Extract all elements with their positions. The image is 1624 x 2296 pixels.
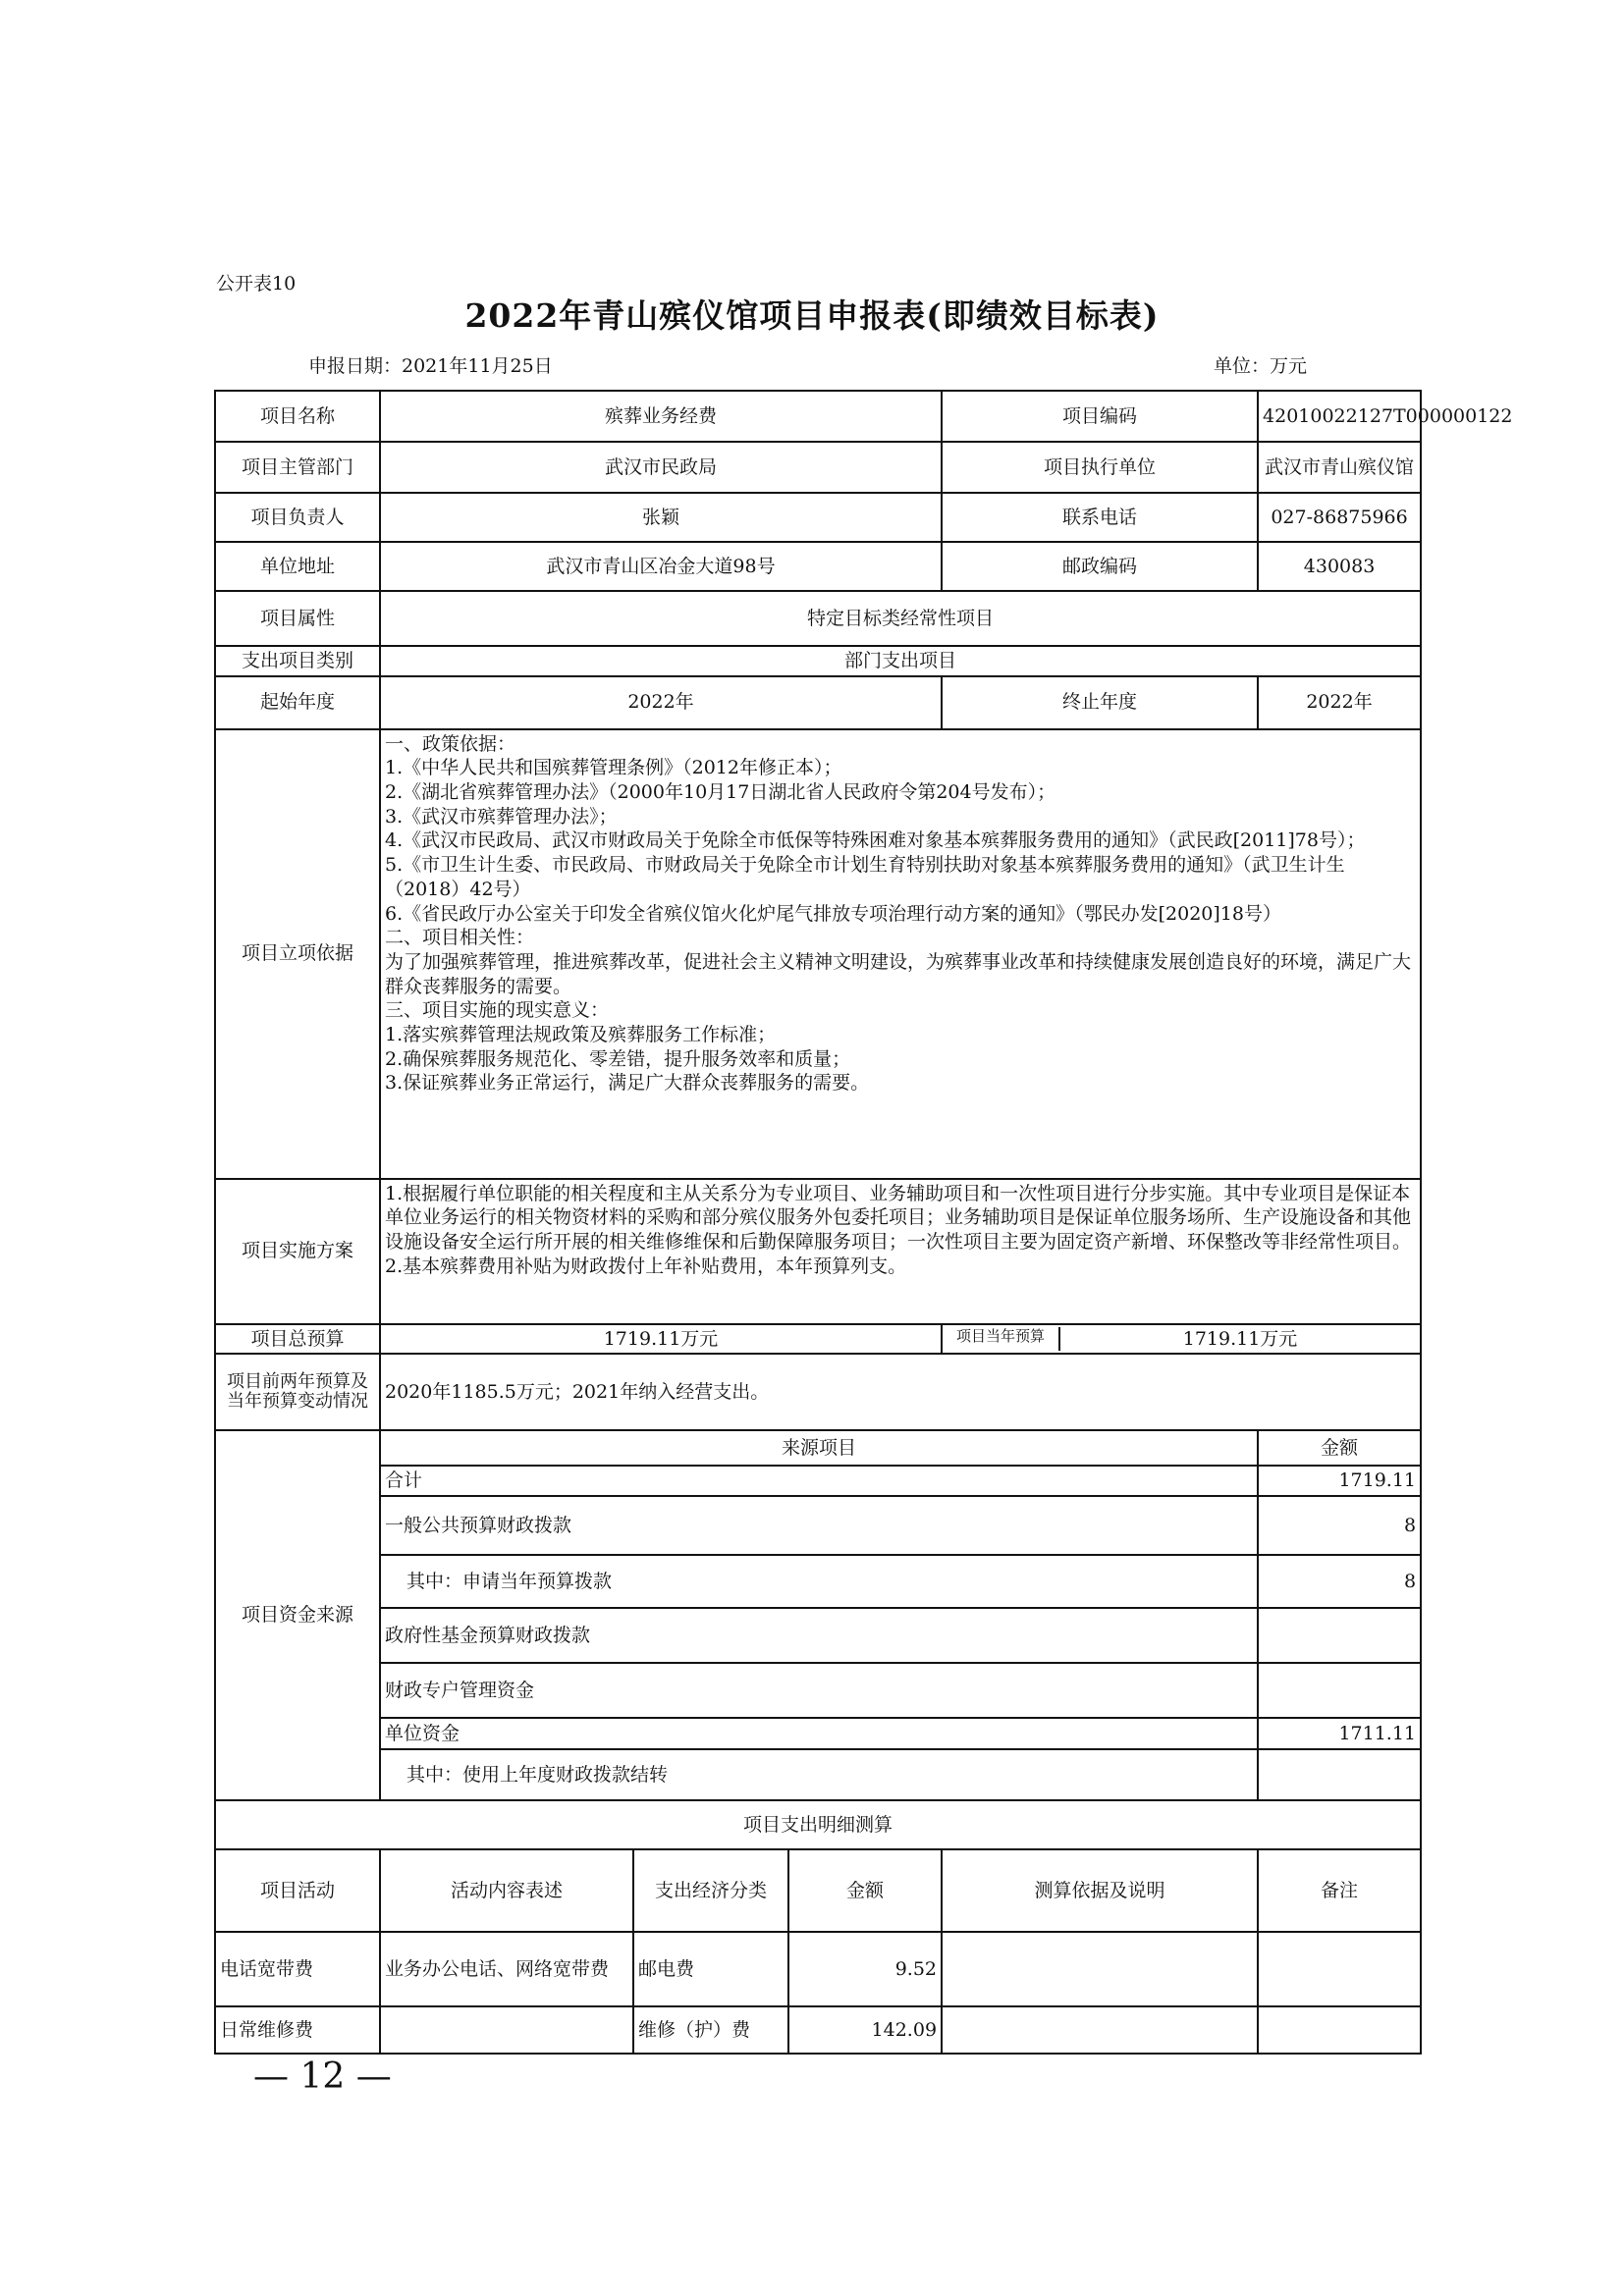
detail-category: 维修（护）费	[633, 2006, 788, 2054]
leader-label: 项目负责人	[215, 493, 380, 542]
funding-row-amount: 1719.11	[1258, 1466, 1421, 1496]
funding-row-amount	[1258, 1663, 1421, 1718]
funding-row	[215, 1466, 1421, 1496]
funding-header-row	[215, 1430, 1421, 1466]
basis-line: 5.《市卫生计生委、市民政局、市财政局关于免除全市计划生育特别扶助对象基本殡葬服务费用的通知》（武卫生计生（2018）42号）	[385, 854, 1345, 900]
detail-header: 支出经济分类	[633, 1849, 788, 1932]
prev-budget-value: 2020年1185.5万元；2021年纳入经营支出。	[380, 1354, 1421, 1430]
detail-activity: 电话宽带费	[215, 1932, 380, 2006]
row-years	[215, 676, 1421, 729]
row-dept	[215, 442, 1421, 493]
current-budget-cell	[942, 1324, 1421, 1355]
basis-content	[380, 729, 1421, 1179]
prev-budget-label: 项目前两年预算及当年预算变动情况	[215, 1354, 380, 1430]
detail-note	[1258, 1932, 1421, 2006]
funding-row	[215, 1608, 1421, 1663]
page-number: — 12 —	[253, 2056, 392, 2097]
row-attribute	[215, 591, 1421, 646]
detail-note	[1258, 2006, 1421, 2054]
funding-amount-header: 金额	[1258, 1430, 1421, 1466]
funding-row-amount: 1711.11	[1258, 1718, 1421, 1749]
current-budget-value: 1719.11万元	[1182, 1327, 1298, 1350]
funding-row	[215, 1496, 1421, 1555]
basis-line: 一、政策依据：	[385, 732, 516, 755]
detail-title-row	[215, 1800, 1421, 1849]
end-year-value: 2022年	[1258, 676, 1421, 729]
row-total-budget	[215, 1324, 1421, 1355]
row-leader	[215, 493, 1421, 542]
basis-line: 3.《武汉市殡葬管理办法》；	[385, 805, 618, 828]
phone-value: 027-86875966	[1258, 493, 1421, 542]
start-year-value: 2022年	[380, 676, 942, 729]
funding-row-name: 财政专户管理资金	[380, 1663, 1258, 1718]
project-name: 殡葬业务经费	[380, 391, 942, 442]
project-code: 42010022127T000000122	[1258, 391, 1421, 442]
detail-basis	[942, 1932, 1258, 2006]
row-plan	[215, 1179, 1421, 1324]
funding-row-name: 单位资金	[380, 1718, 1258, 1749]
funding-row-name: 其中：使用上年度财政拨款结转	[380, 1749, 1258, 1800]
phone-label: 联系电话	[942, 493, 1258, 542]
funding-row-amount	[1258, 1749, 1421, 1800]
funding-row-amount	[1258, 1608, 1421, 1663]
plan-content	[380, 1179, 1421, 1324]
address-label: 单位地址	[215, 542, 380, 591]
basis-line: 4.《武汉市民政局、武汉市财政局关于免除全市低保等特殊困难对象基本殡葬服务费用的通知》（武民政[2011]78号）；	[385, 829, 1366, 852]
detail-amount: 142.09	[788, 2006, 942, 2054]
category-value: 部门支出项目	[380, 646, 1421, 676]
funding-row	[215, 1663, 1421, 1718]
attribute-label: 项目属性	[215, 591, 380, 646]
basis-line: 1.《中华人民共和国殡葬管理条例》（2012年修正本）；	[385, 757, 842, 779]
detail-row	[215, 2006, 1421, 2054]
row-project-name	[215, 391, 1421, 442]
postcode-value: 430083	[1258, 542, 1421, 591]
detail-header: 备注	[1258, 1849, 1421, 1932]
detail-header-row	[215, 1849, 1421, 1932]
detail-category: 邮电费	[633, 1932, 788, 2006]
detail-row	[215, 1932, 1421, 2006]
basis-line: 三、项目实施的现实意义：	[385, 999, 610, 1022]
detail-header: 项目活动	[215, 1849, 380, 1932]
basis-line: 2.确保殡葬服务规范化、零差错，提升服务效率和质量；	[385, 1047, 851, 1070]
project-table	[214, 390, 1513, 2055]
detail-activity: 日常维修费	[215, 2006, 380, 2054]
funding-row	[215, 1718, 1421, 1749]
doc-label: 公开表10	[216, 273, 297, 294]
funding-row-name: 其中：申请当年预算拨款	[380, 1555, 1258, 1608]
exec-unit-label: 项目执行单位	[942, 442, 1258, 493]
detail-content: 业务办公电话、网络宽带费	[380, 1932, 633, 2006]
detail-title: 项目支出明细测算	[215, 1800, 1421, 1849]
basis-line: 3.保证殡葬业务正常运行，满足广大群众丧葬服务的需要。	[385, 1072, 870, 1095]
funding-source-header: 来源项目	[380, 1430, 1258, 1466]
doc-title: 2022年青山殡仪馆项目申报表(即绩效目标表)	[464, 296, 1160, 335]
project-name-label: 项目名称	[215, 391, 380, 442]
funding-row	[215, 1749, 1421, 1800]
exec-unit-value: 武汉市青山殡仪馆	[1258, 442, 1421, 493]
detail-header: 活动内容表述	[380, 1849, 633, 1932]
row-category	[215, 646, 1421, 676]
detail-content	[380, 2006, 633, 2054]
dept-value: 武汉市民政局	[380, 442, 942, 493]
apply-date: 申报日期：2021年11月25日	[308, 355, 553, 377]
attribute-value: 特定目标类经常性项目	[380, 591, 1421, 646]
dept-label: 项目主管部门	[215, 442, 380, 493]
funding-row-name: 政府性基金预算财政拨款	[380, 1608, 1258, 1663]
leader-value: 张颖	[380, 493, 942, 542]
row-basis	[215, 729, 1421, 1179]
basis-label: 项目立项依据	[215, 729, 380, 1179]
basis-line: 6.《省民政厅办公室关于印发全省殡仪馆火化炉尾气排放专项治理行动方案的通知》（鄂民办发[2020]18号）	[385, 902, 1281, 925]
current-budget-label: 项目当年预算	[943, 1327, 1060, 1352]
start-year-label: 起始年度	[215, 676, 380, 729]
plan-line: 1.根据履行单位职能的相关程度和主从关系分为专业项目、业务辅助项目和一次性项目进行分步实施。其中专业项目是保证本单位业务运行的相关物资材料的采购和部分殡仪服务外包委托项目；业务辅助项目是保证单位服务场所、生产设施设备和其他设施设备安全运行所开展的相关维修维保和后勤保障服务项目；一次性项目主要为固定资产新增、环保整改等非经常性项目。	[385, 1182, 1412, 1254]
category-label: 支出项目类别	[215, 646, 380, 676]
funding-row-name: 一般公共预算财政拨款	[380, 1496, 1258, 1555]
basis-line: 1.落实殡葬管理法规政策及殡葬服务工作标准；	[385, 1023, 777, 1045]
unit-label: 单位：万元	[1214, 355, 1308, 377]
basis-line: 2.《湖北省殡葬管理办法》（2000年10月17日湖北省人民政府令第204号发布）；	[385, 781, 1056, 804]
detail-header: 测算依据及说明	[942, 1849, 1258, 1932]
funding-row-name: 合计	[380, 1466, 1258, 1496]
project-code-label: 项目编码	[942, 391, 1258, 442]
detail-amount: 9.52	[788, 1932, 942, 2006]
funding-row	[215, 1555, 1421, 1608]
basis-line: 二、项目相关性：	[385, 927, 535, 949]
row-prev-budget	[215, 1354, 1421, 1430]
total-budget-label: 项目总预算	[215, 1324, 380, 1355]
plan-label: 项目实施方案	[215, 1179, 380, 1324]
detail-basis	[942, 2006, 1258, 2054]
basis-line: 为了加强殡葬管理，推进殡葬改革，促进社会主义精神文明建设，为殡葬事业改革和持续健康发展创造良好的环境，满足广大群众丧葬服务的需要。	[385, 950, 1412, 997]
address-value: 武汉市青山区冶金大道98号	[380, 542, 942, 591]
row-address	[215, 542, 1421, 591]
detail-header: 金额	[788, 1849, 942, 1932]
postcode-label: 邮政编码	[942, 542, 1258, 591]
end-year-label: 终止年度	[942, 676, 1258, 729]
funding-label: 项目资金来源	[215, 1430, 380, 1800]
plan-line: 2.基本殡葬费用补贴为财政拨付上年补贴费用，本年预算列支。	[385, 1255, 907, 1277]
total-budget-value: 1719.11万元	[380, 1324, 942, 1355]
funding-row-amount: 8	[1258, 1555, 1421, 1608]
funding-row-amount: 8	[1258, 1496, 1421, 1555]
